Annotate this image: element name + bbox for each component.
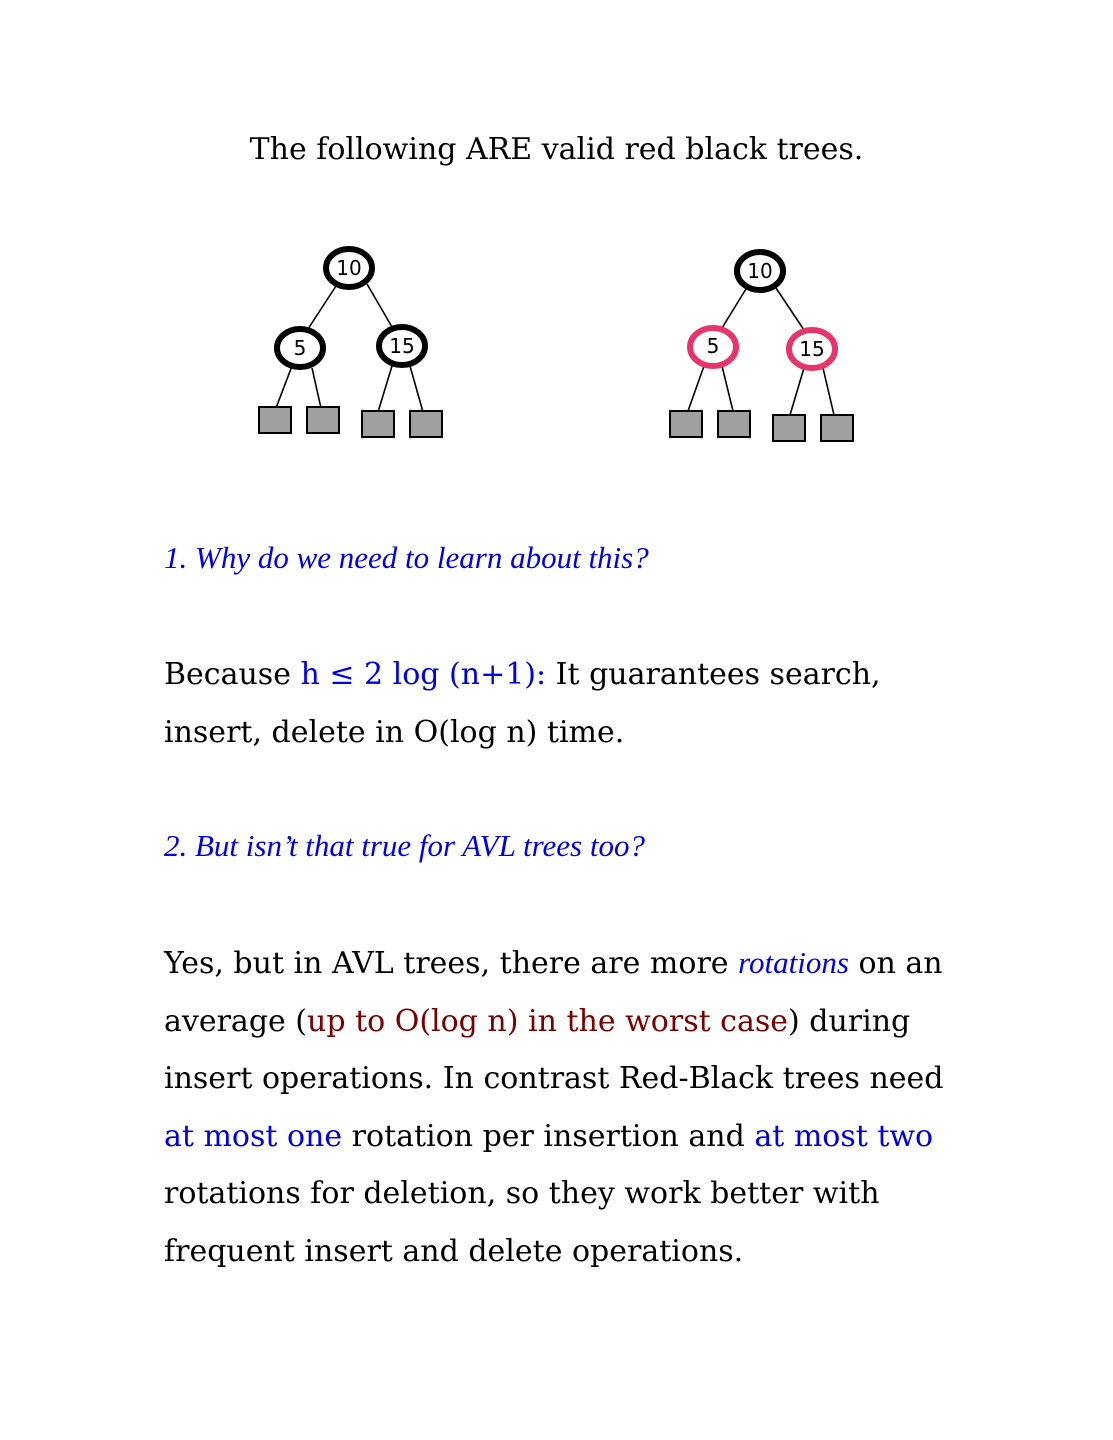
tree-left-left-label: 5 [293,336,307,360]
edge [276,366,292,408]
edge [410,366,423,412]
tree-right-right-label: 15 [799,337,825,361]
edge [312,368,321,408]
height-bound-formula: h ≤ 2 log (n+1): [300,657,547,692]
nil-leaf [718,411,750,437]
nil-leaf [670,411,702,437]
question-2: 2. But isn’t that true for AVL trees too? [164,828,645,863]
answer-2-line-5: rotations for deletion, so they work better with [164,1176,880,1212]
edge [776,288,804,330]
answer-2-line-2 [164,993,1064,1051]
answer-2-text: average ( [164,1003,308,1039]
answer-2-text: on an [848,946,943,981]
edge [367,284,392,327]
question-1: 1. Why do we need to learn about this? [164,540,649,575]
answer-1-text: Because [164,657,301,692]
edge [308,286,336,329]
answer-1-line-2: insert, delete in O(log n) time. [164,714,625,750]
answer-2-text: Yes, but in AVL trees, there are more [164,946,739,981]
rotations-emphasis: rotations [738,945,849,980]
page-heading: The following ARE valid red black trees. [249,132,864,167]
edge [722,366,733,411]
answer-2-line-3: insert operations. In contrast Red-Black trees need [164,1061,944,1097]
answer-1-line-1 [164,646,1064,704]
answer-2 [164,934,1064,1281]
nil-leaf [259,407,291,433]
answer-1 [164,646,1064,761]
edge [378,366,392,412]
answer-1-text: It guarantees search, [546,657,881,692]
edge [790,368,804,415]
answer-2-text: ) during [788,1003,911,1039]
nil-leaf [307,407,339,433]
tree-left-root-label: 10 [336,256,362,280]
nil-leaf [410,411,442,437]
edge [722,289,746,328]
answer-2-text: rotation per insertion and [342,1118,755,1154]
tree-diagrams [0,0,1113,480]
tree-left-right-label: 15 [389,334,415,358]
answer-2-line-1 [164,934,1064,993]
tree-right [670,252,853,441]
tree-left [259,249,442,437]
edge [688,366,704,411]
at-most-one-emphasis: at most one [164,1118,343,1154]
nil-leaf [821,415,853,441]
tree-right-left-label: 5 [706,334,720,358]
nil-leaf [362,411,394,437]
worst-case-emphasis: up to O(log n) in the worst case [307,1003,789,1039]
answer-2-line-4 [164,1108,1064,1166]
at-most-two-emphasis: at most two [754,1118,934,1154]
answer-2-line-6: frequent insert and delete operations. [164,1233,744,1269]
nil-leaf [773,415,805,441]
edge [823,368,834,415]
tree-right-root-label: 10 [747,259,773,283]
